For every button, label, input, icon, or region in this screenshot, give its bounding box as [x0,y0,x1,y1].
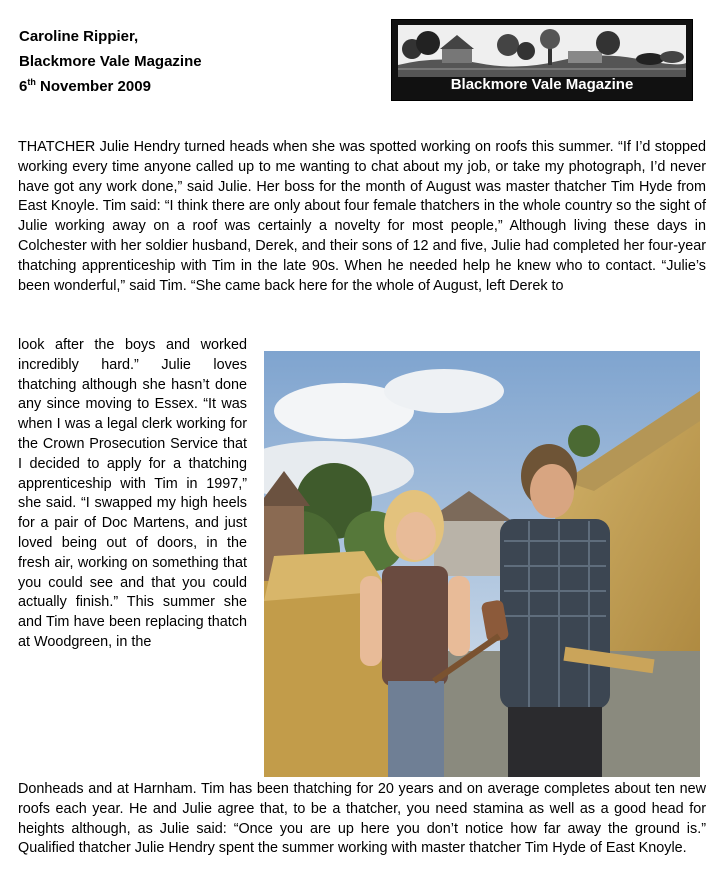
masthead-illustration [398,25,686,77]
byline [19,24,202,99]
article-side-column [18,336,247,653]
publication-name: Blackmore Vale Magazine [19,53,202,70]
article-closing-text: Donheads and at Harnham. Tim has been thatching for 20 years and on average completes about ten new roofs each year. He and Julie agree that, to be a thatcher, you need stamina as well as a good head for heights although, as Julie said: “Once you are up here you don’t notice how far away the ground is.” Qualified thatcher Julie Hendry spent the summer working with master thatcher Tim Hyde of East Knoyle. [18,781,706,857]
author-name: Caroline Rippier, [19,28,139,45]
masthead-title: Blackmore Vale Magazine [450,76,634,93]
article-intro-text: THATCHER Julie Hendry turned heads when she was spotted working on roofs this summer. “If I’d stopped working every time anyone called up to me wanting to chat about my job, or take my photograph, I’d never have got any work done,” said Julie. Her boss for the month of August was master thatcher Tim Hyde from East Knoyle. Tim said: “I think there are only about four female thatchers in the whole country so the sight of Julie working away on a roof was certainly a novelty for most people,” Although living these days in Colchester with her soldier husband, Derek, and their sons of 12 and five, Julie had completed her four-year thatching apprenticeship with Tim in the late 90s. When he needed help he knew who to contact. “Julie’s been wonderful,” said Tim. “She came back here for the whole of August, left Derek to [18,139,706,294]
article-closing [18,780,706,859]
masthead-logo [391,19,693,101]
article-side-text: look after the boys and worked incredibly hard.” Julie loves thatching although she hasn’t done any since moving to Essex. “It was when I was a legal clerk working for the Crown Prosecution Service that I decided to apply for a thatching apprenticeship with Tim in 1997,” she said. “I swapped my high heels for a pair of Doc Martens, and just loved being out of doors, in the fresh air, working on something that you could see and that you could actually finish.” This summer she and Tim have been replacing thatch at Woodgreen, in the [18,337,247,650]
article-intro [18,138,706,296]
publication-date: 6th November 2009 [19,77,151,95]
article-photo [264,351,700,777]
